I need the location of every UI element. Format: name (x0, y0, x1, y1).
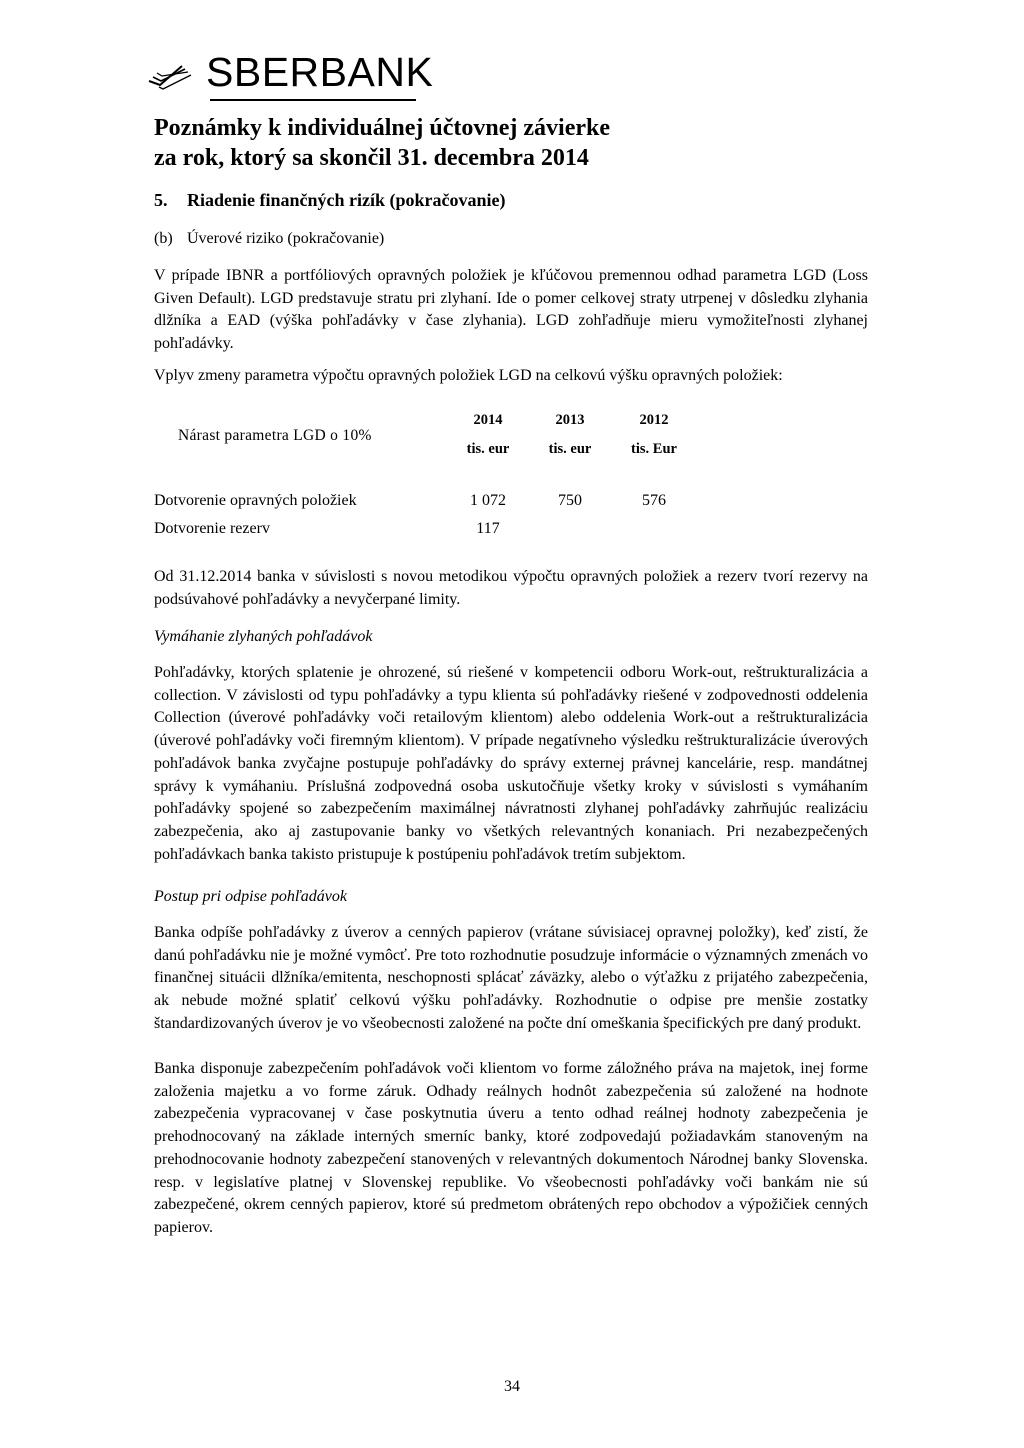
table-row-label: Dotvorenie opravných položiek (154, 492, 357, 509)
document-title-line1: Poznámky k individuálnej účtovnej závierke (154, 115, 611, 141)
paragraph-lgd-intro: V prípade IBNR a portfóliových opravných položiek je kľúčovou premennou odhad parametra LGD (Loss Given Default). LGD predstavuje stratu pri zlyhaní. Ide o pomer celkovej straty utrpenej v dôsledku zlyhania dlžníka a EAD (výška pohľadávky v čase zlyhania). LGD zohľadňuje mieru vymožiteľnosti zlyhanej pohľadávky. (154, 267, 868, 353)
table-year-2012: 2012 (639, 412, 669, 428)
table-label: Nárast parametra LGD o 10% (178, 427, 372, 444)
paragraph-recovery: Pohľadávky, ktorých splatenie je ohrozené, sú riešené v kompetencii odboru Work-out, reštrukturalizácia a collection. V závislosti od typu pohľadávky a typu klienta sú pohľadávky riešené v zodpovednosti oddelenia Collection (úverové pohľadávky voči retailovým klientom) alebo oddelenia Work-out a reštrukturalizácia (úverové pohľadávky voči firemným klientom). V prípade negatívneho výsledku reštrukturalizácie úverových pohľadávok banka zvyčajne postupuje pohľadávky do správy externej právnej kancelárie, resp. mandátnej správy k vymáhaniu. Príslušná zodpovedná osoba uskutočňuje všetky kroky v súvislosti s vymáhaním pohľadávky spojené so zabezpečením maximálnej návratnosti zlyhanej pohľadávky zahrňujúc realizáciu zabezpečenia, ako aj zastupovanie banky vo všetkých relevantných konaniach. Pri nezabezpečených pohľadávkach banka takisto pristupuje k postúpeniu pohľadávok tretím subjektom. (154, 664, 868, 863)
heading-writeoff: Postup pri odpise pohľadávok (154, 888, 347, 905)
paragraph-collateral: Banka disponuje zabezpečením pohľadávok voči klientom vo forme záložného práva na majetok, inej forme založenia majetku a vo forme záruk. Odhady reálnych hodnôt zabezpečenia sú založené na hodnote zabezpečenia vypracovanej v čase poskytnutia úveru a tento odhad reálnej hodnoty zabezpečenia je prehodnocovaný na základe interných smerníc banky, ktoré zodpovedajú požiadavkám stanoveným na prehodnocovanie hodnoty zabezpečení stanovených v relevantných dokumentoch Národnej banky Slovenska. resp. v legislatíve platnej v Slovenskej republike. Vo všeobecnosti pohľadávky voči bankám nie sú zabezpečené, okrem cenných papierov, ktoré sú predmetom obrátených repo obchodov a výpožičiek cenných papierov. (154, 1060, 868, 1236)
table-row-label: Dotvorenie rezerv (154, 520, 270, 537)
table-year-2014: 2014 (473, 412, 503, 428)
document-title-line2: za rok, ktorý sa skončil 31. decembra 2014 (154, 145, 589, 171)
table-cell: 1 072 (470, 492, 506, 509)
table-year-2013: 2013 (555, 412, 585, 428)
table-unit-2013: tis. eur (548, 441, 592, 457)
subsection-label: (b) (154, 230, 173, 247)
table-cell: 117 (476, 520, 500, 537)
paragraph-lgd-impact: Vplyv zmeny parametra výpočtu opravných položiek LGD na celkovú výšku opravných položiek: (154, 367, 783, 384)
section-number: 5. (154, 190, 168, 210)
brand-name: SBERBANK (206, 49, 434, 95)
table-cell: 576 (642, 492, 666, 509)
section-heading (154, 190, 506, 211)
table-unit-2012: tis. Eur (631, 441, 677, 457)
section-title: Riadenie finančných rizík (pokračovanie) (187, 190, 506, 210)
paragraph-provisions-note: Od 31.12.2014 banka v súvislosti s novou metodikou výpočtu opravných položiek a rezerv tvorí rezervy na podsúvahové pohľadávky a nevyčerpané limity. (154, 568, 868, 608)
subsection-title: Úverové riziko (pokračovanie) (187, 230, 385, 247)
table-unit-2014: tis. eur (466, 441, 510, 457)
heading-recovery: Vymáhanie zlyhaných pohľadávok (154, 628, 373, 645)
brand-logo (146, 49, 434, 95)
subsection-heading (154, 230, 384, 248)
sberbank-wings-icon (146, 63, 196, 93)
paragraph-writeoff: Banka odpíše pohľadávky z úverov a cenných papierov (vrátane súvisiacej opravnej položky), keď zistí, že danú pohľadávku nie je možné vymôcť. Pre toto rozhodnutie posudzuje informácie o významných zmenách vo finančnej situácii dlžníka/emitenta, neschopnosti splácať záväzky, alebo o výťažku z prijatého zabezpečenia, ak nebude možné splatiť celkovú výšku pohľadávky. Rozhodnutie o odpise pre menšie zostatky štandardizovaných úverov je vo všeobecnosti založené na počte dní omeškania špecifických pre daný produkt. (154, 924, 868, 1032)
logo-underline (210, 99, 416, 101)
table-cell: 750 (558, 492, 582, 509)
page-number: 34 (504, 1378, 520, 1395)
